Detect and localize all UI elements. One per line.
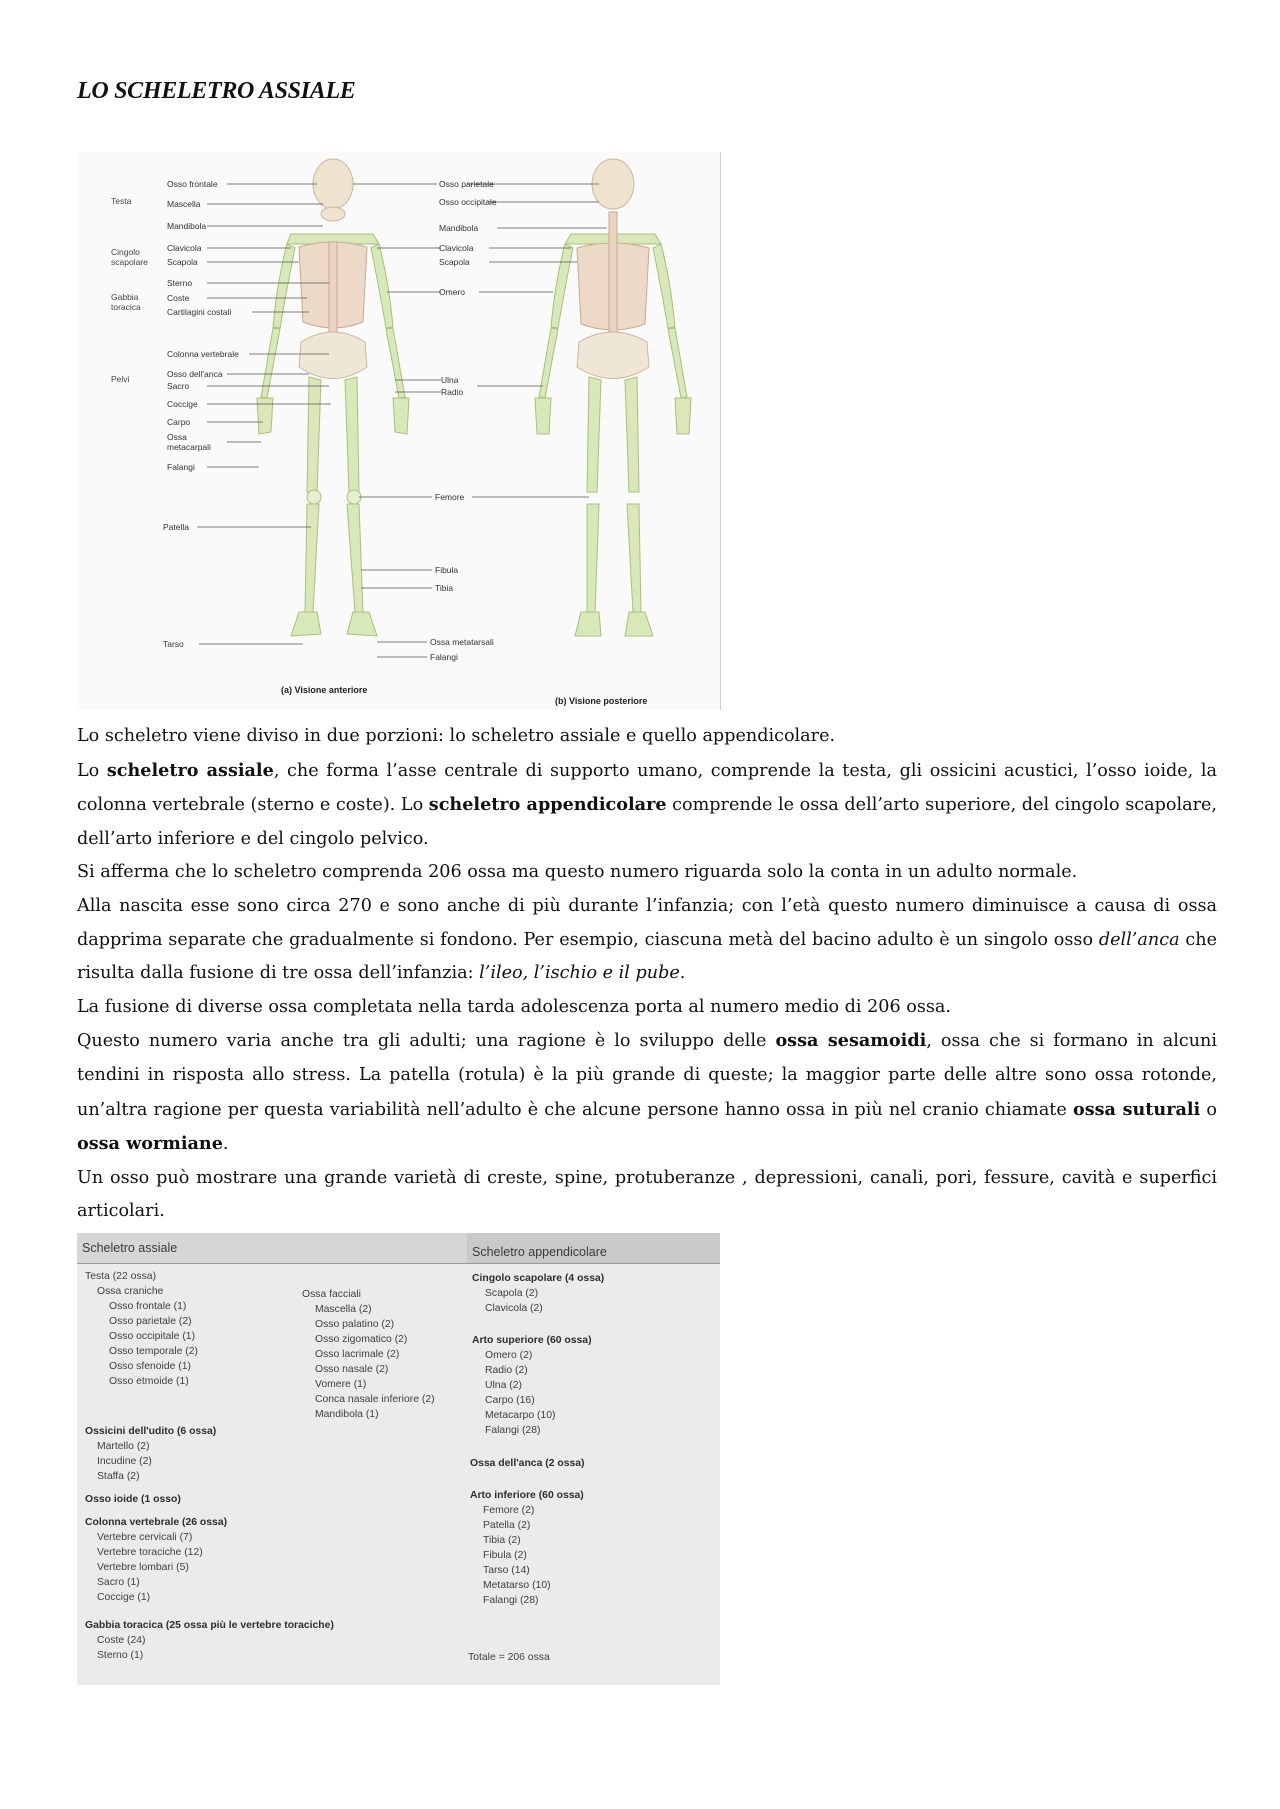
fig-label-mandibola: Mandibola (167, 221, 207, 231)
list-item: Staffa (2) (97, 1471, 140, 1482)
fig-label-tibia: Tibia (435, 583, 454, 593)
fig-label-carpo: Carpo (167, 417, 191, 427)
term-anca: dell’anca (1098, 929, 1180, 950)
term-ileo-ischio-pube: l’ileo, l’ischio e il pube (479, 963, 680, 984)
group-ossa-facciali: Ossa facciali (302, 1289, 361, 1300)
paragraph-3: Si afferma che lo scheletro comprenda 206 ossa ma questo numero riguarda solo la conta in un adulto normale. (77, 862, 1078, 883)
list-item: Osso zigomatico (2) (315, 1334, 408, 1345)
list-item: Vertebre cervicali (7) (97, 1532, 193, 1543)
p4-part: Alla nascita esse sono circa 270 e sono anche di più durante l’infanzia; con l’età questo numero diminuisce a causa di ossa dapprima separate che gradualmente si fondono. Per esempio, ciascuna metà del bacino adulto è un singolo osso (77, 895, 1217, 950)
fig-label-clavicola: Clavicola (167, 243, 202, 253)
fig-label-metacarpali: metacarpali (167, 442, 211, 452)
body-text (77, 720, 1217, 1229)
list-item: Osso frontale (1) (109, 1301, 187, 1312)
group-ossa-craniche: Ossa craniche (97, 1286, 164, 1297)
skeleton-figure (77, 152, 721, 710)
term-scheletro-assiale: scheletro assiale (106, 759, 274, 781)
p2-part: Lo (77, 760, 107, 781)
fig-label-falangi-mano: Falangi (167, 462, 195, 472)
group-arto-superiore: Arto superiore (60 ossa) (472, 1335, 592, 1346)
fig-label-mascella: Mascella (167, 199, 201, 209)
list-item: Osso parietale (2) (109, 1316, 192, 1327)
fig-label-sterno: Sterno (167, 278, 193, 288)
paragraph-7: Un osso può mostrare una grande varietà di creste, spine, protuberanze , depressioni, canali, pori, fessure, cavità e superfici articolari. (77, 1167, 1217, 1222)
list-item: Scapola (2) (485, 1288, 539, 1299)
fig-label-fibula: Fibula (435, 565, 459, 575)
group-cingolo: Cingolo scapolare (4 ossa) (472, 1273, 605, 1284)
fig-label-femore: Femore (435, 492, 465, 502)
skeleton-illustration (77, 152, 720, 710)
list-item: Osso nasale (2) (315, 1364, 389, 1375)
list-item: Sacro (1) (97, 1577, 140, 1588)
list-item: Mascella (2) (315, 1304, 372, 1315)
list-item: Radio (2) (485, 1365, 528, 1376)
fig-label-cartilagini: Cartilagini costali (167, 307, 232, 317)
paragraph-1: Lo scheletro viene diviso in due porzioni: lo scheletro assiale e quello appendicolare. (77, 726, 836, 746)
list-item: Osso etmoide (1) (109, 1376, 189, 1387)
fig-label-cingolo: Cingolo (111, 247, 140, 257)
fig-label-osso-parietale: Osso parietale (439, 179, 494, 189)
list-item: Coste (24) (97, 1635, 146, 1646)
list-item: Coccige (1) (97, 1592, 151, 1603)
list-item: Tibia (2) (483, 1535, 521, 1546)
paragraph-4 (77, 890, 1217, 991)
list-item: Martello (2) (97, 1441, 150, 1452)
list-item: Osso palatino (2) (315, 1319, 395, 1330)
table-header-left: Scheletro assiale (82, 1241, 178, 1255)
paragraph-6 (77, 1024, 1217, 1161)
list-item: Vertebre lombari (5) (97, 1562, 189, 1573)
fig-label-radio: Radio (441, 387, 464, 397)
p2-part: comprende le ossa dell’arto superiore, del cingolo scapolare, dell’arto inferiore e del cingolo pelvico. (77, 795, 1217, 849)
fig-label-scapola: Scapola (167, 257, 198, 267)
list-item: Metatarso (10) (483, 1580, 551, 1591)
fig-label-osso-occipitale: Osso occipitale (439, 197, 497, 207)
list-item: Tarso (14) (483, 1565, 530, 1576)
p4-part: che risulta dalla fusione di tre ossa dell’infanzia: (77, 929, 1217, 984)
paragraph-2 (77, 754, 1217, 857)
group-anca: Ossa dell'anca (2 ossa) (470, 1458, 585, 1469)
list-item: Metacarpo (10) (485, 1410, 556, 1421)
list-item: Sterno (1) (97, 1650, 144, 1661)
group-ossicini: Ossicini dell'udito (6 ossa) (85, 1426, 217, 1437)
list-item: Falangi (28) (485, 1425, 541, 1436)
list-item: Osso occipitale (1) (109, 1331, 196, 1342)
page-title: LO SCHELETRO ASSIALE (77, 78, 356, 104)
p6-part: o (1200, 1099, 1217, 1120)
fig-label-ossa: Ossa (167, 432, 187, 442)
fig-label-pelvi: Pelvi (111, 374, 130, 384)
fig-label-scapolare: scapolare (111, 257, 148, 267)
table-total: Totale = 206 ossa (468, 1652, 550, 1663)
fig-label-clavicola-post: Clavicola (439, 243, 474, 253)
fig-label-gabbia: Gabbia (111, 292, 139, 302)
list-item: Incudine (2) (97, 1456, 152, 1467)
fig-label-osso-anca: Osso dell'anca (167, 369, 223, 379)
group-arto-inferiore: Arto inferiore (60 ossa) (470, 1490, 584, 1501)
p6-part: , ossa che si formano in alcuni tendini in risposta allo stress. La patella (rotula) è la più grande di queste; la maggior parte delle altre sono ossa rotonde, un’altra ragione per questa variabilità nell’adulto è che alcune persone hanno ossa in più nel cranio chiamate (77, 1031, 1218, 1120)
fig-caption-anterior: (a) Visione anteriore (281, 685, 368, 695)
p6-part: . (222, 1134, 229, 1155)
bones-table (77, 1233, 720, 1685)
fig-label-toracica: toracica (111, 302, 141, 312)
group-testa: Testa (22 ossa) (85, 1271, 157, 1282)
list-item: Osso lacrimale (2) (315, 1349, 400, 1360)
list-item: Conca nasale inferiore (2) (315, 1394, 435, 1405)
group-gabbia: Gabbia toracica (25 ossa più le vertebre toraciche) (85, 1620, 334, 1631)
fig-caption-posterior: (b) Visione posteriore (555, 696, 648, 706)
fig-label-testa: Testa (111, 196, 132, 206)
group-colonna: Colonna vertebrale (26 ossa) (85, 1517, 228, 1528)
fig-label-patella: Patella (163, 522, 189, 532)
term-ossa-suturali: ossa suturali (1072, 1098, 1201, 1120)
list-item: Patella (2) (483, 1520, 531, 1531)
list-item: Osso temporale (2) (109, 1346, 198, 1357)
fig-label-colonna: Colonna vertebrale (167, 349, 239, 359)
fig-label-sacro: Sacro (167, 381, 190, 391)
fig-label-osso-frontale: Osso frontale (167, 179, 218, 189)
paragraph-5: La fusione di diverse ossa completata nella tarda adolescenza porta al numero medio di 206 ossa. (77, 996, 952, 1017)
list-item: Femore (2) (483, 1505, 535, 1516)
list-item: Fibula (2) (483, 1550, 527, 1561)
list-item: Omero (2) (485, 1350, 533, 1361)
fig-label-ossa-metatarsali: Ossa metatarsali (430, 637, 494, 647)
fig-label-scapola-post: Scapola (439, 257, 470, 267)
fig-label-tarso: Tarso (163, 639, 184, 649)
fig-label-coccige: Coccige (167, 399, 198, 409)
list-item: Carpo (16) (485, 1395, 535, 1406)
list-item: Ulna (2) (485, 1380, 522, 1391)
table-header-right: Scheletro appendicolare (472, 1245, 607, 1259)
group-ioide: Osso ioide (1 osso) (85, 1494, 181, 1505)
list-item: Mandibola (1) (315, 1409, 379, 1420)
fig-label-falangi-piede: Falangi (430, 652, 458, 662)
list-item: Osso sfenoide (1) (109, 1361, 192, 1372)
fig-label-ulna: Ulna (441, 375, 459, 385)
p4-part: . (679, 963, 686, 984)
fig-label-omero: Omero (439, 287, 465, 297)
list-item: Vertebre toraciche (12) (97, 1547, 203, 1558)
term-ossa-wormiane: ossa wormiane (77, 1133, 223, 1155)
fig-label-coste: Coste (167, 293, 190, 303)
term-ossa-sesamoidi: ossa sesamoidi (775, 1030, 927, 1052)
list-item: Clavicola (2) (485, 1303, 543, 1314)
list-item: Falangi (28) (483, 1595, 539, 1606)
p2-part: , che forma l’asse centrale di supporto umano, comprende la testa, gli ossicini acustici, l’osso ioide, la colonna vertebrale (sterno e coste). Lo (77, 760, 1217, 816)
fig-label-mandibola-post: Mandibola (439, 223, 479, 233)
p6-part: Questo numero varia anche tra gli adulti; una ragione è lo sviluppo delle (77, 1031, 776, 1052)
term-scheletro-appendicolare: scheletro appendicolare (428, 794, 667, 816)
list-item: Vomere (1) (315, 1379, 367, 1390)
